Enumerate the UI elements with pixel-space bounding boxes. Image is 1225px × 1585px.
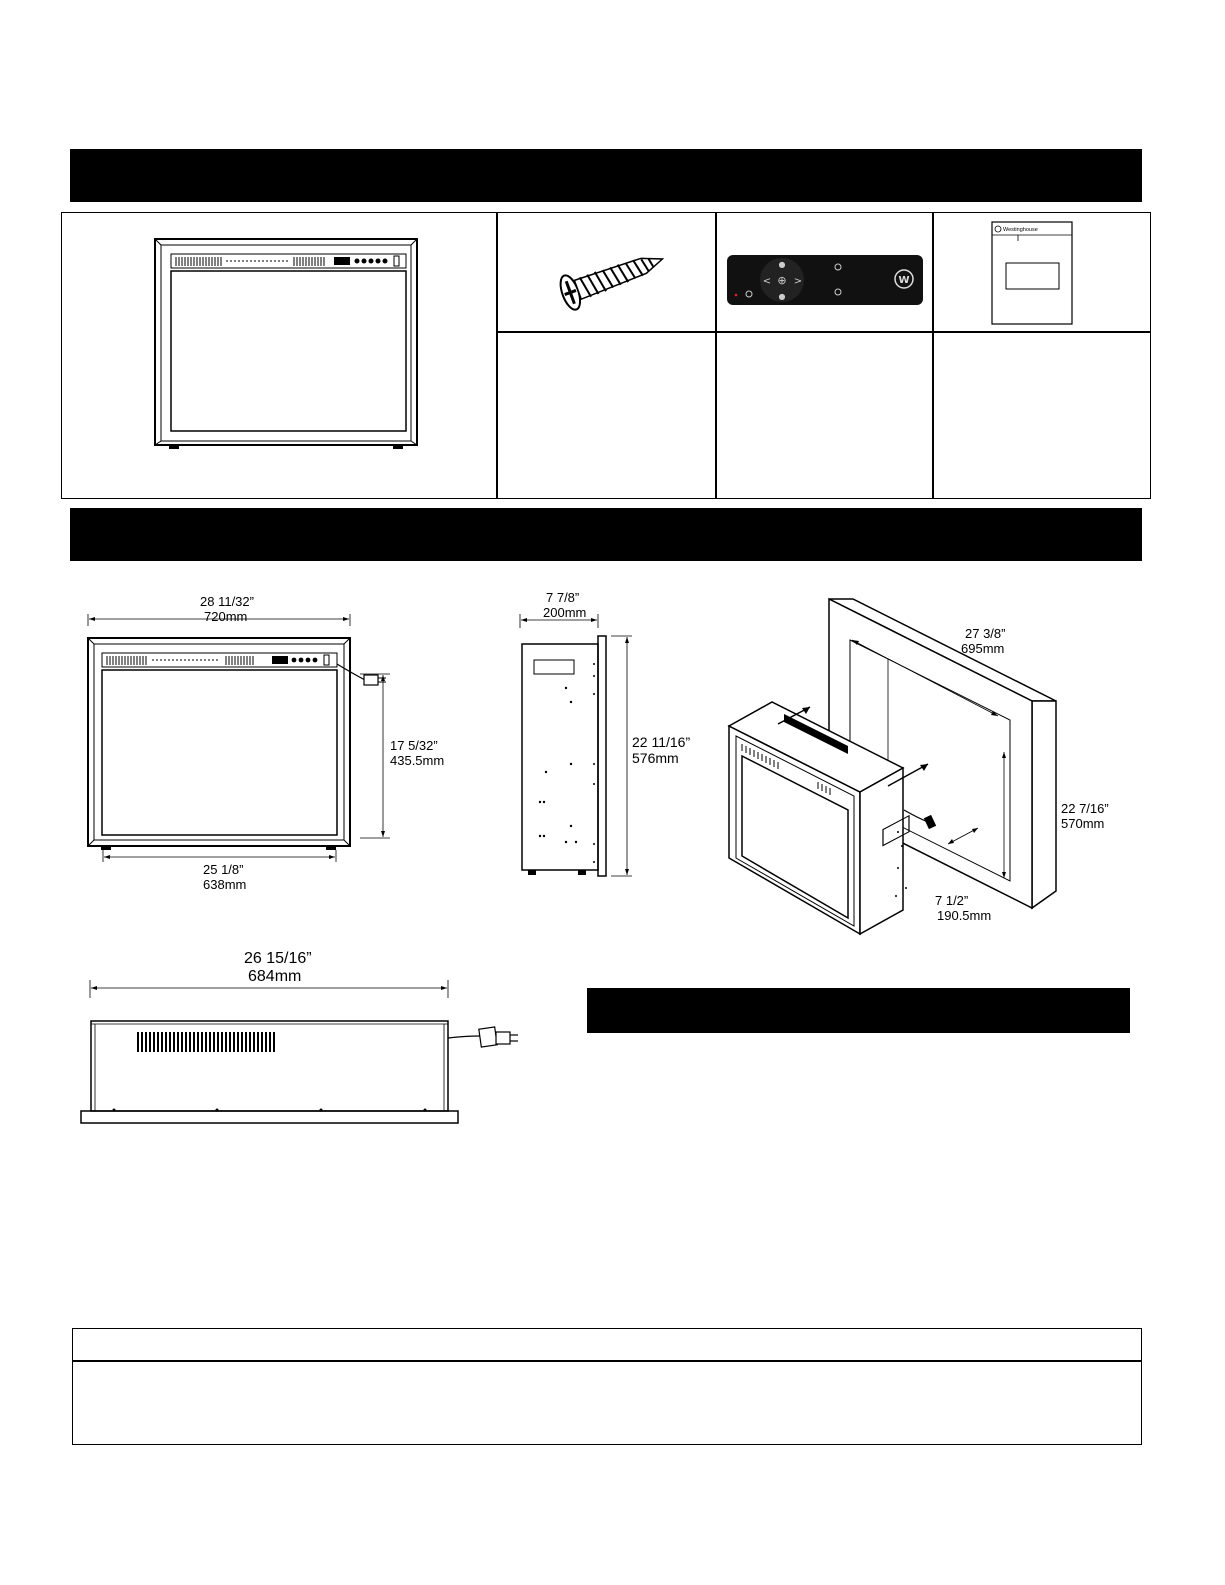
section-header-bar-third [587,988,1130,1033]
remote-control-icon [727,255,923,305]
screw-icon [556,236,674,308]
top-view-drawing [80,980,525,1130]
fireplace-insert-icon [154,238,418,450]
svg-text:<: < [762,276,772,287]
front-width-label: 28 11/32” 720mm [200,594,254,624]
svg-text:⊕: ⊕ [777,274,787,287]
note-box-divider [72,1360,1142,1362]
installation-view-drawing [728,596,1058,948]
svg-text:●: ● [778,260,786,269]
opening-width-label: 27 3/8” 695mm [961,626,1006,656]
opening-depth-label: 7 1/2” 190.5mm [935,893,992,923]
parts-row-divider [496,331,1151,333]
parts-divider-1 [496,212,498,499]
svg-text:>: > [793,276,803,287]
front-view-drawing [80,612,400,870]
opening-height-label: 22 7/16” 570mm [1061,801,1109,831]
side-view-drawing [516,614,636,876]
front-height-label: 17 5/32” 435.5mm [390,738,445,768]
side-height-label: 22 11/16” 576mm [632,734,691,766]
section-header-bar-parts [70,149,1142,202]
front-base-label: 25 1/8” 638mm [203,862,247,892]
section-header-bar-dimensions [70,508,1142,561]
note-box [72,1328,1142,1445]
side-depth-label: 7 7/8” 200mm [543,590,587,620]
parts-divider-3 [932,212,934,499]
svg-text:●: ● [778,292,786,301]
parts-divider-2 [715,212,717,499]
manual-brand-label: Westinghouse [1003,227,1038,233]
top-width-label: 26 15/16” 684mm [244,950,312,985]
manual-icon [991,221,1073,325]
brand-mark-icon: W [898,275,910,286]
